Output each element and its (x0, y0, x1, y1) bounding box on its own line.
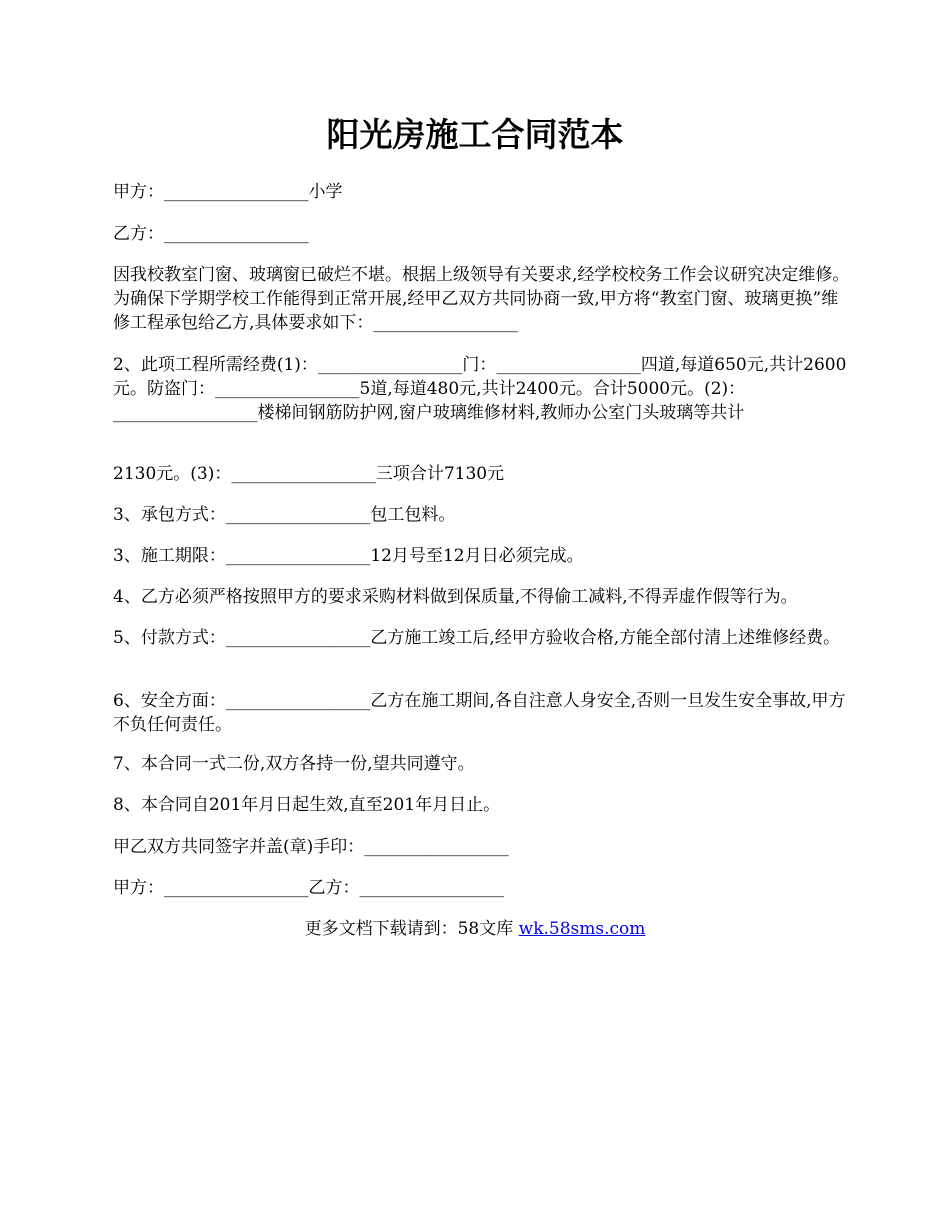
footer-text: 更多文档下载请到：58文库 (304, 919, 519, 939)
clause-2-total: 2130元。(3)：_________________三项合计7130元 (113, 464, 505, 484)
party-a-line: 甲方：_________________小学 (113, 182, 343, 202)
clause-3-contract-method: 3、承包方式：_________________包工包料。 (113, 505, 456, 525)
clause-5-payment: 5、付款方式：_________________乙方施工竣工后,经甲方验收合格,方能全部付清上述维修经费。 (113, 628, 841, 648)
party-b-line: 乙方：_________________ (113, 224, 309, 244)
intro-paragraph: 因我校教室门窗、玻璃窗已破烂不堪。根据上级领导有关要求,经学校校务工作会议研究决定维修。为确保下学期学校工作能得到正常开展,经甲乙双方共同协商一致,甲方将“教室门窗、玻璃更换”维修工程承包给乙方,具体要求如下：_________________ (113, 265, 850, 333)
clause-8-effective-date: 8、本合同自201年月日起生效,直至201年月日止。 (113, 795, 501, 815)
party-signature-line: 甲方：_________________乙方：_________________ (113, 878, 504, 898)
clause-3-schedule: 3、施工期限：_________________12月号至12月日必须完成。 (113, 546, 584, 566)
clause-6-safety: 6、安全方面：_________________乙方在施工期间,各自注意人身安全,否则一旦发生安全事故,甲方不负任何责任。 (113, 691, 846, 735)
clause-2-funding: 2、此项工程所需经费(1)：_________________门：_________________四道,每道650元,共计2600元。防盗门：_________________5道,每道480元,共计2400元。合计5000元。(2)：_________________楼梯间钢筋防护网,窗户玻璃维修材料,教师办公室门头玻璃等共计 (113, 355, 847, 423)
footer-link[interactable]: wk.58sms.com (518, 919, 646, 939)
document-title: 阳光房施工合同范本 (326, 115, 624, 154)
clause-7-copies: 7、本合同一式二份,双方各持一份,望共同遵守。 (113, 754, 475, 774)
clause-4-quality: 4、乙方必须严格按照甲方的要求采购材料做到保质量,不得偷工减料,不得弄虚作假等行为。 (113, 587, 798, 607)
signature-line: 甲乙双方共同签字并盖(章)手印：_________________ (113, 837, 509, 857)
footer (0, 917, 950, 941)
